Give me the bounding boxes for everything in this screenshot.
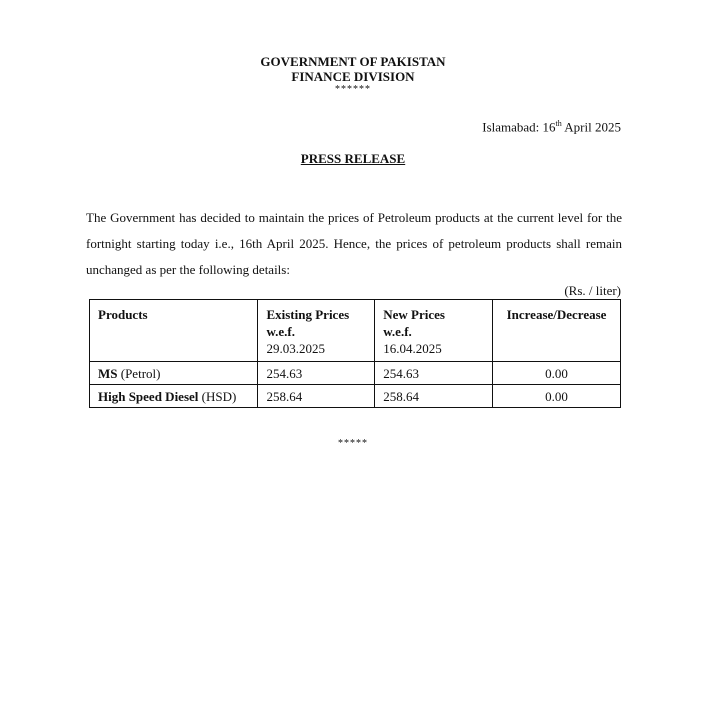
header-line-government: GOVERNMENT OF PAKISTAN [260, 54, 446, 69]
product-name-suffix: (HSD) [198, 388, 237, 404]
dateline [482, 119, 621, 135]
body-paragraph: The Government has decided to maintain the prices of Petroleum products at the current level for the fortnight starting today i.e., 16th April 2025. Hence, the prices of petroleum products shall remain unchanged as per the following details: [86, 210, 622, 277]
product-name: High Speed Diesel [98, 388, 199, 404]
change-cell: 0.00 [493, 362, 621, 385]
existing-price-cell: 258.64 [258, 385, 375, 408]
new-price-cell: 254.63 [375, 362, 493, 385]
existing-price-cell: 254.63 [258, 362, 375, 385]
product-name-suffix: (Petrol) [117, 365, 161, 381]
product-name-cell [90, 385, 258, 408]
header-existing-wef: w.e.f. [266, 324, 295, 339]
table-header-row [90, 300, 621, 362]
dateline-prefix: Islamabad: 16 [482, 119, 556, 135]
header-separator: ****** [335, 84, 371, 95]
page-title: PRESS RELEASE [300, 151, 406, 166]
product-name: MS [98, 365, 118, 381]
header-new-title: New Prices [383, 307, 445, 322]
header-existing-prices [258, 300, 375, 362]
header-line-division: FINANCE DIVISION [291, 69, 415, 84]
header-existing-date: 29.03.2025 [266, 341, 325, 356]
unit-note: (Rs. / liter) [564, 283, 621, 298]
header-new-wef: w.e.f. [383, 324, 412, 339]
header-increase-decrease: Increase/Decrease [493, 300, 621, 362]
footer-separator: ***** [338, 438, 368, 449]
table-row [90, 385, 621, 408]
table-row [90, 362, 621, 385]
dateline-suffix: April 2025 [561, 119, 621, 135]
header-new-date: 16.04.2025 [383, 341, 442, 356]
price-table [89, 299, 621, 408]
dateline-ordinal: th [555, 119, 562, 128]
header-existing-title: Existing Prices [266, 307, 350, 322]
header-products: Products [90, 300, 258, 362]
change-cell: 0.00 [493, 385, 621, 408]
header-new-prices [375, 300, 493, 362]
product-name-cell [90, 362, 258, 385]
new-price-cell: 258.64 [375, 385, 493, 408]
